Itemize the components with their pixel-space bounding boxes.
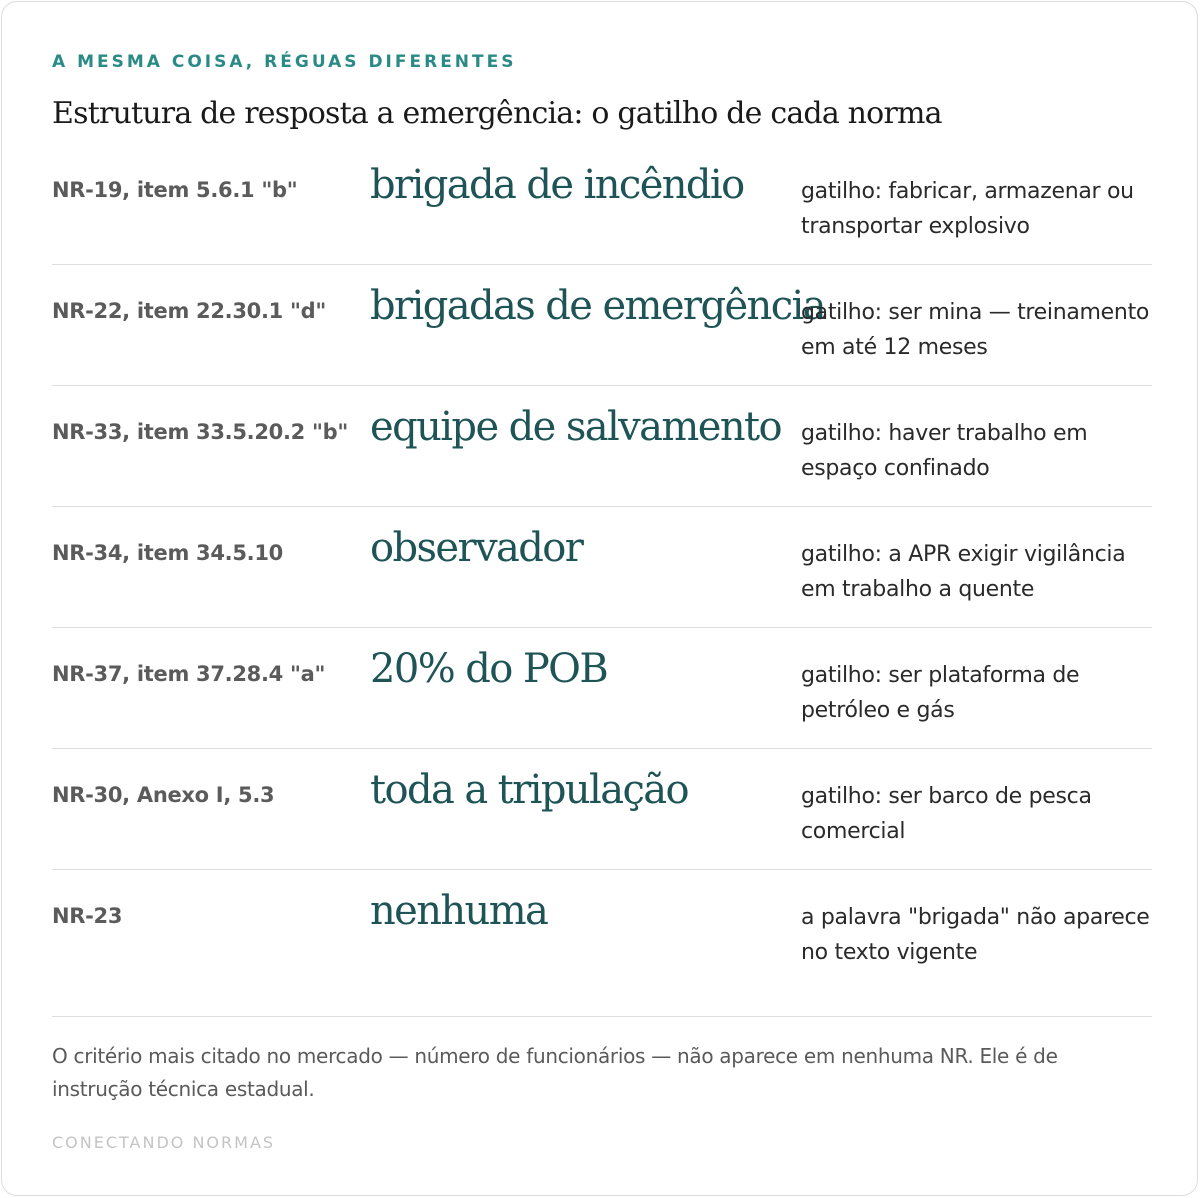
- norm-row: [52, 386, 1152, 507]
- norm-term: observador: [370, 525, 583, 571]
- norm-trigger: a palavra "brigada" não aparece no texto vigente: [801, 905, 1150, 965]
- norm-reference: NR-30, Anexo I, 5.3: [52, 783, 275, 807]
- norm-reference: NR-19, item 5.6.1 "b": [52, 178, 298, 202]
- norm-reference: NR-37, item 37.28.4 "a": [52, 662, 326, 686]
- norm-reference: NR-33, item 33.5.20.2 "b": [52, 420, 348, 444]
- footnote: O critério mais citado no mercado — número de funcionários — não aparece em nenhuma NR. Ele é de instrução técnica estadual.: [52, 1044, 1058, 1101]
- norm-trigger: gatilho: a APR exigir vigilância em trabalho a quente: [801, 542, 1126, 602]
- norm-term: brigadas de emergência: [370, 283, 825, 329]
- norm-trigger: gatilho: fabricar, armazenar ou transportar explosivo: [801, 179, 1134, 239]
- norm-reference: NR-22, item 22.30.1 "d": [52, 299, 326, 323]
- norm-trigger: gatilho: haver trabalho em espaço confinado: [801, 421, 1088, 481]
- norm-trigger: gatilho: ser plataforma de petróleo e gás: [801, 663, 1080, 723]
- norm-reference: NR-23: [52, 904, 123, 928]
- kicker-label: A MESMA COISA, RÉGUAS DIFERENTES: [52, 52, 517, 72]
- norm-row: [52, 749, 1152, 870]
- divider: [52, 1016, 1152, 1017]
- norm-row: [52, 870, 1152, 991]
- page-title: Estrutura de resposta a emergência: o gatilho de cada norma: [52, 96, 942, 131]
- norm-term: toda a tripulação: [370, 767, 689, 813]
- norm-row: [52, 265, 1152, 386]
- norm-reference: NR-34, item 34.5.10: [52, 541, 283, 565]
- content-card: [1, 1, 1198, 1196]
- norm-term: brigada de incêndio: [370, 162, 744, 208]
- norm-list: [52, 144, 1152, 991]
- norm-term: equipe de salvamento: [370, 404, 781, 450]
- norm-row: [52, 507, 1152, 628]
- norm-term: 20% do POB: [370, 646, 608, 692]
- norm-trigger: gatilho: ser mina — treinamento em até 12 meses: [801, 300, 1150, 360]
- norm-row: [52, 628, 1152, 749]
- norm-row: [52, 144, 1152, 265]
- norm-term: nenhuma: [370, 888, 548, 934]
- norm-trigger: gatilho: ser barco de pesca comercial: [801, 784, 1092, 844]
- brand-footer: CONECTANDO NORMAS: [52, 1133, 276, 1152]
